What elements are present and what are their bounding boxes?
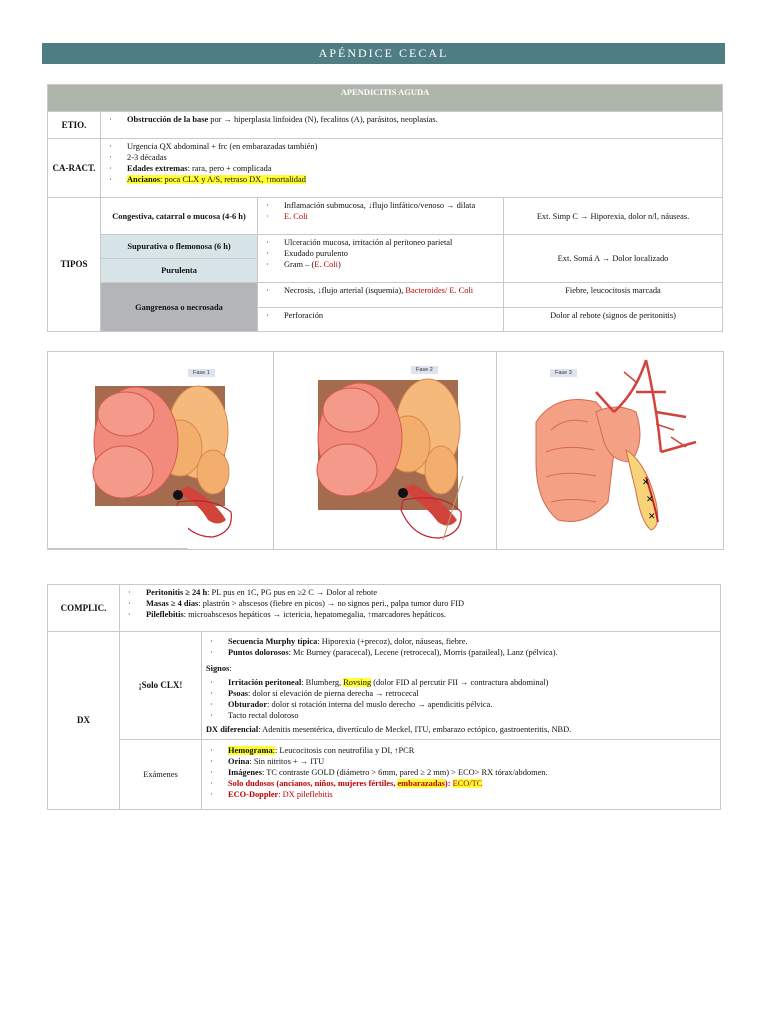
etio-content: · Obstrucción de la base por → hiperplasia linfoidea (N), fecalitos (A), parásitos, neoplasias. (101, 112, 723, 139)
tipo-purulenta: Purulenta (101, 259, 258, 283)
list-item: · 2-3 décadas (105, 152, 718, 163)
list-item: · Masas ≥ 4 días: plastrón > abscesos (fiebre en picos) → no signos peri., palpa tumor duro FID (124, 598, 716, 609)
complic-label: COMPLIC. (48, 585, 120, 632)
tipo-gangrenosa-clinica: Fiebre, leucocitosis marcada (504, 283, 723, 308)
table-header: APENDICITIS AGUDA (48, 85, 723, 112)
dx-label: DX (48, 632, 120, 810)
list-item: · Pileflebitis: microabscesos hepáticos → ictericia, hepatomegalia, ↑marcadores hepáticos. (124, 609, 716, 620)
tipo-perforacion-desc: · Perforación (258, 308, 504, 332)
tipo-gangrenosa-desc: · Necrosis, ↓flujo arterial (isquemia), Bacteroides/ E. Coli (258, 283, 504, 308)
solo-clx-label: ¡Solo CLX! (120, 632, 202, 740)
list-item: · Edades extremas: rara, pero + complicada (105, 163, 718, 174)
tipo-congestiva-desc: · Inflamación submucosa, ↓flujo linfático/venoso → dilata · E. Coli (258, 198, 504, 235)
tipo-gangrenosa: Gangrenosa o necrosada (101, 283, 258, 332)
examenes-content: · Hemograma:: Leucocitosis con neutrofilia y DI, ↑PCR · Orina: Sin nitritos + → ITU · Imágenes: TC contraste GOLD (diámetro > 6mm, pared ≥ 2 mm) > ECO> RX tórax/abdomen. · Solo dudosos (ancianos, niños, mujeres fértiles, embarazadas): ECO/TC · ECO-Doppler: DX pileflebitis (202, 740, 721, 810)
page-title: APÉNDICE CECAL (42, 43, 725, 64)
apendicitis-table (47, 84, 723, 332)
solo-clx-content: · Secuencia Murphy típica: Hiporexia (+precoz), dolor, náuseas, fiebre. · Puntos dolorosos: Mc Burney (paracecal), Lecene (retrocecal), Morris (paraileal), Lanz (pélvica). Signos: · Irritación peritoneal: Blumberg, Rovsing (dolor FID al percutir FII → contractura abdominal) · Psoas: dolor si elevación de pierna derecha → retrocecal · Obturador: dolor si rotación interna del muslo derecho → apendicitis pélvica. · Tacto rectal doloroso DX diferencial: Adenitis mesentérica, divertículo de Meckel, ITU, embarazo ectópico, gastroenteritis, NBD. (202, 632, 721, 740)
list-item: · Ancianos: poca CLX y A/S, retraso DX, ↑mortalidad (105, 174, 718, 185)
caract-content (101, 139, 723, 198)
figure-fase-2 (273, 352, 497, 549)
svg-text:✕: ✕ (642, 478, 650, 488)
etio-label: ETIO. (48, 112, 101, 139)
tipo-congestiva: Congestiva, catarral o mucosa (4-6 h) (101, 198, 258, 235)
complic-content (120, 585, 721, 632)
svg-text:✕: ✕ (646, 495, 654, 505)
tipo-supurativa-clinica: Ext. Somá A → Dolor localizado (504, 235, 723, 283)
caract-label: CA-RACT. (48, 139, 101, 198)
figure-strip (47, 351, 724, 550)
fase-3-label: Fase 3 (550, 369, 577, 377)
list-item: · Peritonitis ≥ 24 h: PL pus en 1C, PG pus en ≥2 C → Dolor al rebote (124, 587, 716, 598)
complic-dx-table (47, 584, 721, 810)
figure-fase-1 (48, 352, 274, 549)
tipo-perforacion-clinica: Dolor al rebote (signos de peritonitis) (504, 308, 723, 332)
tipo-supurativa-desc: · Ulceración mucosa, irritación al peritoneo parietal · Exudado purulento · Gram – (E. Coli) (258, 235, 504, 283)
svg-text:✕: ✕ (648, 512, 656, 522)
tipo-supurativa: Supurativa o flemonosa (6 h) (101, 235, 258, 259)
list-item: · Urgencia QX abdominal + frc (en embarazadas también) (105, 141, 718, 152)
tipos-label: TIPOS (48, 198, 101, 332)
tipo-congestiva-clinica: Ext. Simp C → Hiporexia, dolor n/l, náuseas. (504, 198, 723, 235)
fase-1-label: Fase 1 (188, 369, 215, 377)
fase-2-label: Fase 2 (411, 366, 438, 374)
figure-fase-3 (496, 352, 723, 549)
examenes-label: Exámenes (120, 740, 202, 810)
